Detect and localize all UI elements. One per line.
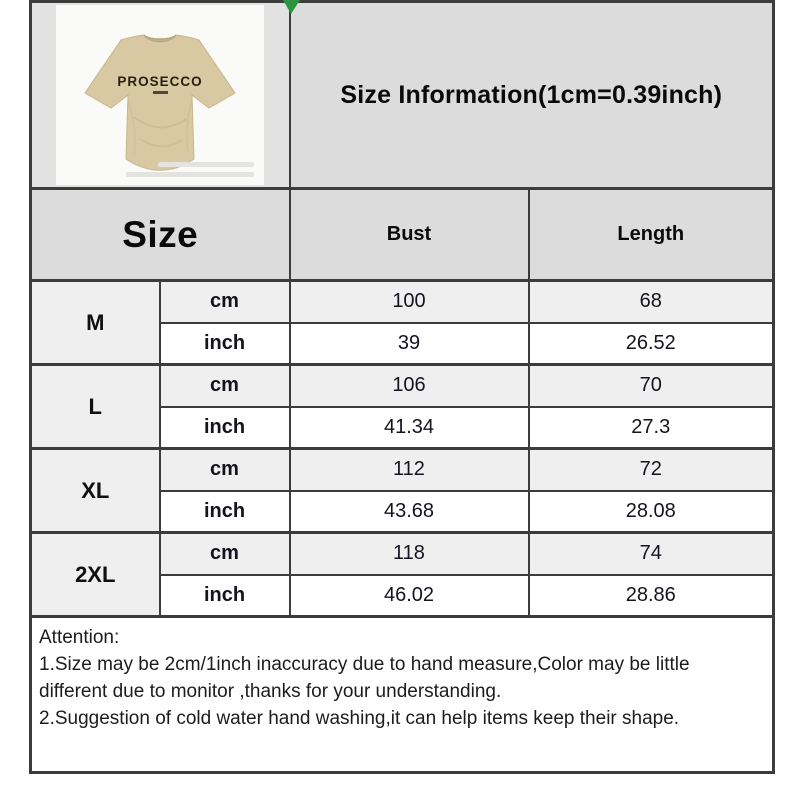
- unit-label: inch: [160, 491, 290, 533]
- length-value: 72: [529, 449, 774, 491]
- tshirt-body: [85, 35, 235, 170]
- shirt-print-subtext: [153, 91, 168, 94]
- attention-row: [31, 617, 774, 773]
- attention-heading: Attention:: [39, 627, 120, 648]
- length-value: 28.86: [529, 575, 774, 617]
- top-row: [31, 2, 774, 189]
- length-value: 27.3: [529, 407, 774, 449]
- table-row: [31, 533, 774, 575]
- photo-watermark: [158, 162, 254, 167]
- bust-value: 112: [290, 449, 529, 491]
- tshirt-graphic: [56, 5, 264, 185]
- column-header-length: Length: [617, 223, 685, 245]
- bust-value: 100: [290, 281, 529, 323]
- corner-marker-icon: [282, 0, 300, 14]
- table-row: [31, 449, 774, 491]
- column-header-size-cell: [31, 189, 290, 281]
- bust-value: 106: [290, 365, 529, 407]
- table-row: [31, 365, 774, 407]
- size-label-2xl: 2XL: [31, 533, 160, 617]
- length-value: 28.08: [529, 491, 774, 533]
- shirt-print-text: PROSECCO: [117, 74, 203, 89]
- bust-value: 43.68: [290, 491, 529, 533]
- unit-label: inch: [160, 323, 290, 365]
- attention-note-2: 2.Suggestion of cold water hand washing,it can help items keep their shape.: [39, 708, 680, 729]
- product-image-cell: [31, 2, 290, 189]
- length-value: 70: [529, 365, 774, 407]
- column-header-bust: Bust: [386, 223, 432, 245]
- product-photo: [56, 5, 264, 185]
- attention-note-1: 1.Size may be 2cm/1inch inaccuracy due to hand measure,Color may be little different due to monitor ,thanks for your understanding.: [39, 654, 690, 702]
- unit-label: cm: [160, 365, 290, 407]
- bust-value: 41.34: [290, 407, 529, 449]
- attention-note: [39, 624, 762, 732]
- size-label-m: M: [31, 281, 160, 365]
- bust-value: 39: [290, 323, 529, 365]
- size-label-l: L: [31, 365, 160, 449]
- size-label-xl: XL: [31, 449, 160, 533]
- length-value: 74: [529, 533, 774, 575]
- table-row: [31, 281, 774, 323]
- bust-value: 118: [290, 533, 529, 575]
- column-header-size: Size: [122, 213, 199, 255]
- column-header-bust-cell: [290, 189, 529, 281]
- photo-watermark: [126, 172, 254, 177]
- unit-label: inch: [160, 407, 290, 449]
- column-header-length-cell: [529, 189, 774, 281]
- length-value: 26.52: [529, 323, 774, 365]
- unit-label: cm: [160, 281, 290, 323]
- length-value: 68: [529, 281, 774, 323]
- unit-label: cm: [160, 533, 290, 575]
- bust-value: 46.02: [290, 575, 529, 617]
- page-title: Size Information(1cm=0.39inch): [340, 80, 723, 109]
- unit-label: inch: [160, 575, 290, 617]
- unit-label: cm: [160, 449, 290, 491]
- size-table: [29, 0, 775, 774]
- title-cell: [290, 2, 774, 189]
- attention-cell: [31, 617, 774, 773]
- table-header-row: [31, 189, 774, 281]
